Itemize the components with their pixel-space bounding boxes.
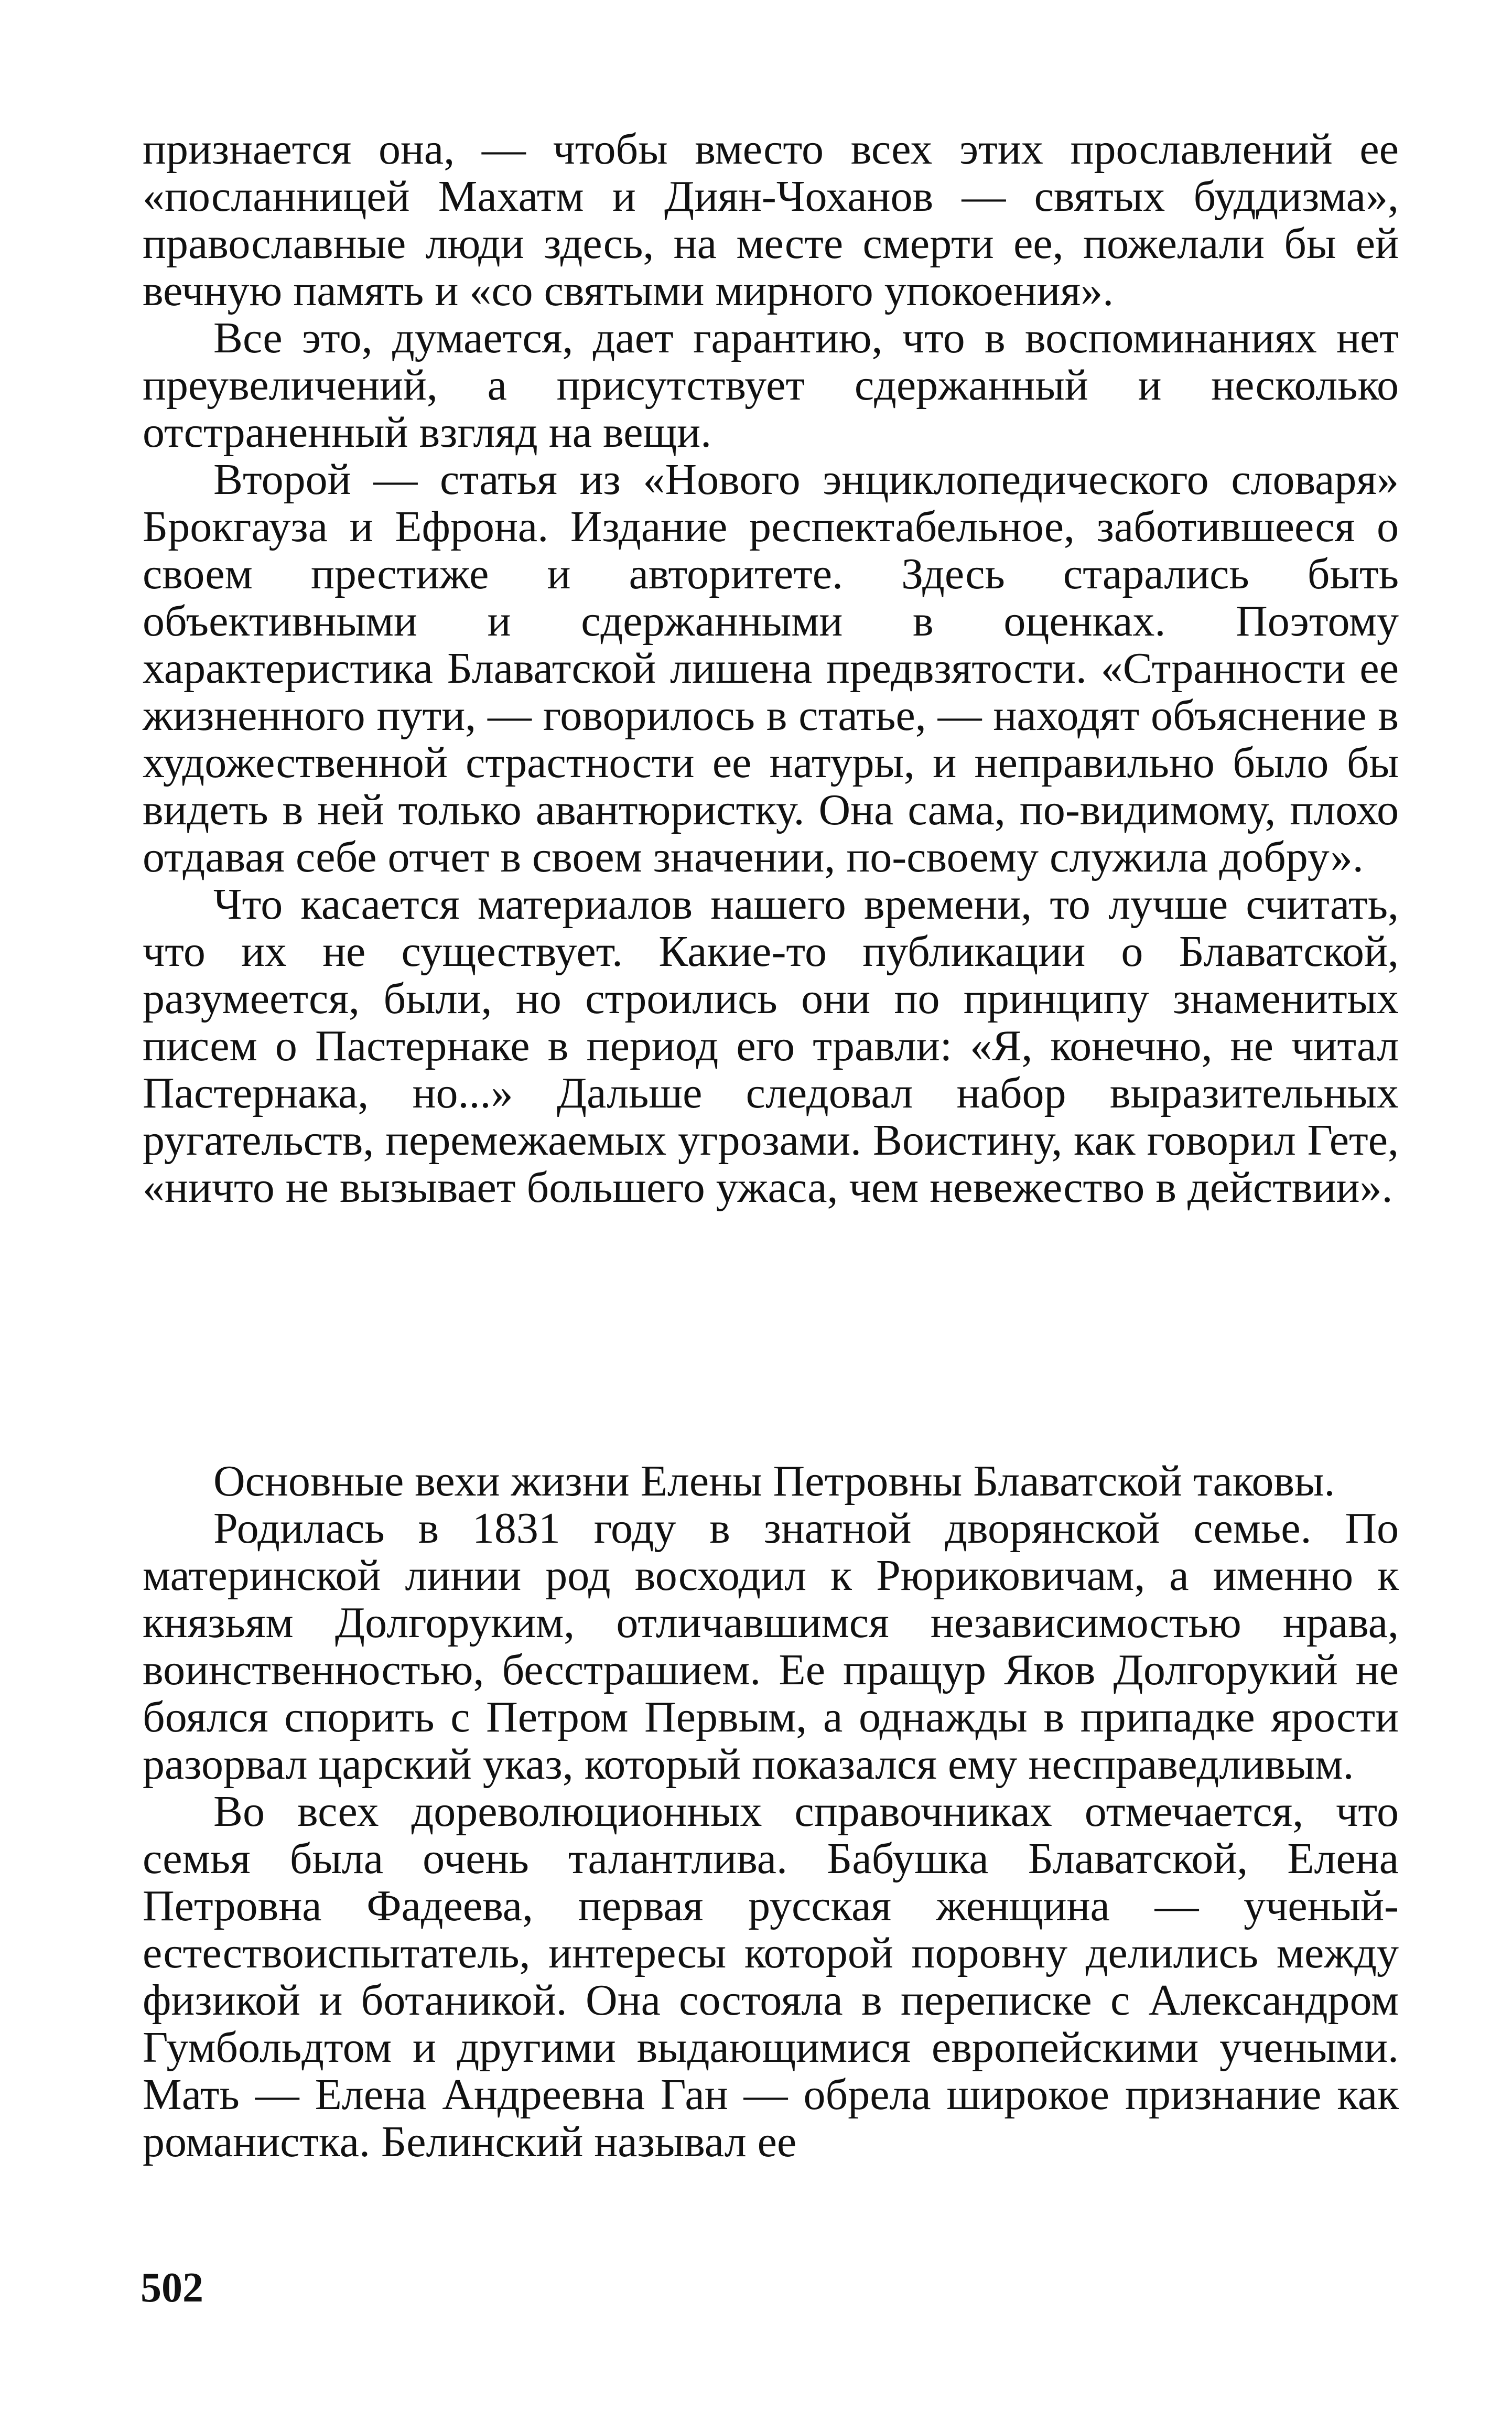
- text-section-1: [143, 126, 1399, 1211]
- paragraph: Все это, думается, дает гарантию, что в воспоминаниях нет преувеличений, а присутствует сдержанный и несколько отстраненный взгляд на вещи.: [143, 314, 1399, 457]
- paragraph: Основные вехи жизни Елены Петровны Блаватской таковы.: [213, 1457, 1335, 1505]
- paragraph: Второй — статья из «Нового энциклопедического словаря» Брокгауза и Ефрона. Издание респектабельное, заботившееся о своем престиже и авторитете. Здесь старались быть объективными и сдержанными в оценках. Поэтому характеристика Блаватской лишена предвзятости. «Странности ее жизненного пути, — говорилось в статье, — находят объяснение в художественной страстности ее натуры, и неправильно было бы видеть в ней только авантюристку. Она сама, по-видимому, плохо отдавая себе отчет в своем значении, по-своему служила добру».: [143, 455, 1399, 881]
- paragraph: Что касается материалов нашего времени, то лучше считать, что их не существует. Какие-то публикации о Блаватской, разумеется, были, но строились они по принципу знаменитых писем о Пастернаке в период его травли: «Я, конечно, не читал Пастернака, но...» Дальше следовал набор выразительных ругательств, перемежаемых угрозами. Воистину, как говорил Гете, «ничто не вызывает большего ужаса, чем невежество в действии».: [143, 880, 1399, 1212]
- paragraph-continuation: признается она, — чтобы вместо всех этих прославлений ее «посланницей Махатм и Диян-Чоханов — святых буддизма», православные люди здесь, на месте смерти ее, пожелали бы ей вечную память и «со святыми мирного упокоения».: [143, 125, 1399, 315]
- text-section-2: [143, 1458, 1399, 2166]
- paragraph: Во всех дореволюционных справочниках отмечается, что семья была очень талантлива. Бабушка Блаватской, Елена Петровна Фадеева, первая русская женщина — ученый-естествоиспытатель, интересы которой поровну делились между физикой и ботаникой. Она состояла в переписке с Александром Гумбольдтом и другими выдающимися европейскими учеными. Мать — Елена Андреевна Ган — обрела широкое признание как романистка. Белинский называл ее: [143, 1787, 1399, 2166]
- paragraph: Родилась в 1831 году в знатной дворянской семье. По материнской линии род восходил к Рюриковичам, а именно к князьям Долгоруким, отличавшимся независимостью нрава, воинственностью, бесстрашием. Ее пращур Яков Долгорукий не боялся спорить с Петром Первым, а однажды в припадке ярости разорвал царский указ, который показался ему несправедливым.: [143, 1504, 1399, 1789]
- page-number: 502: [141, 2265, 203, 2311]
